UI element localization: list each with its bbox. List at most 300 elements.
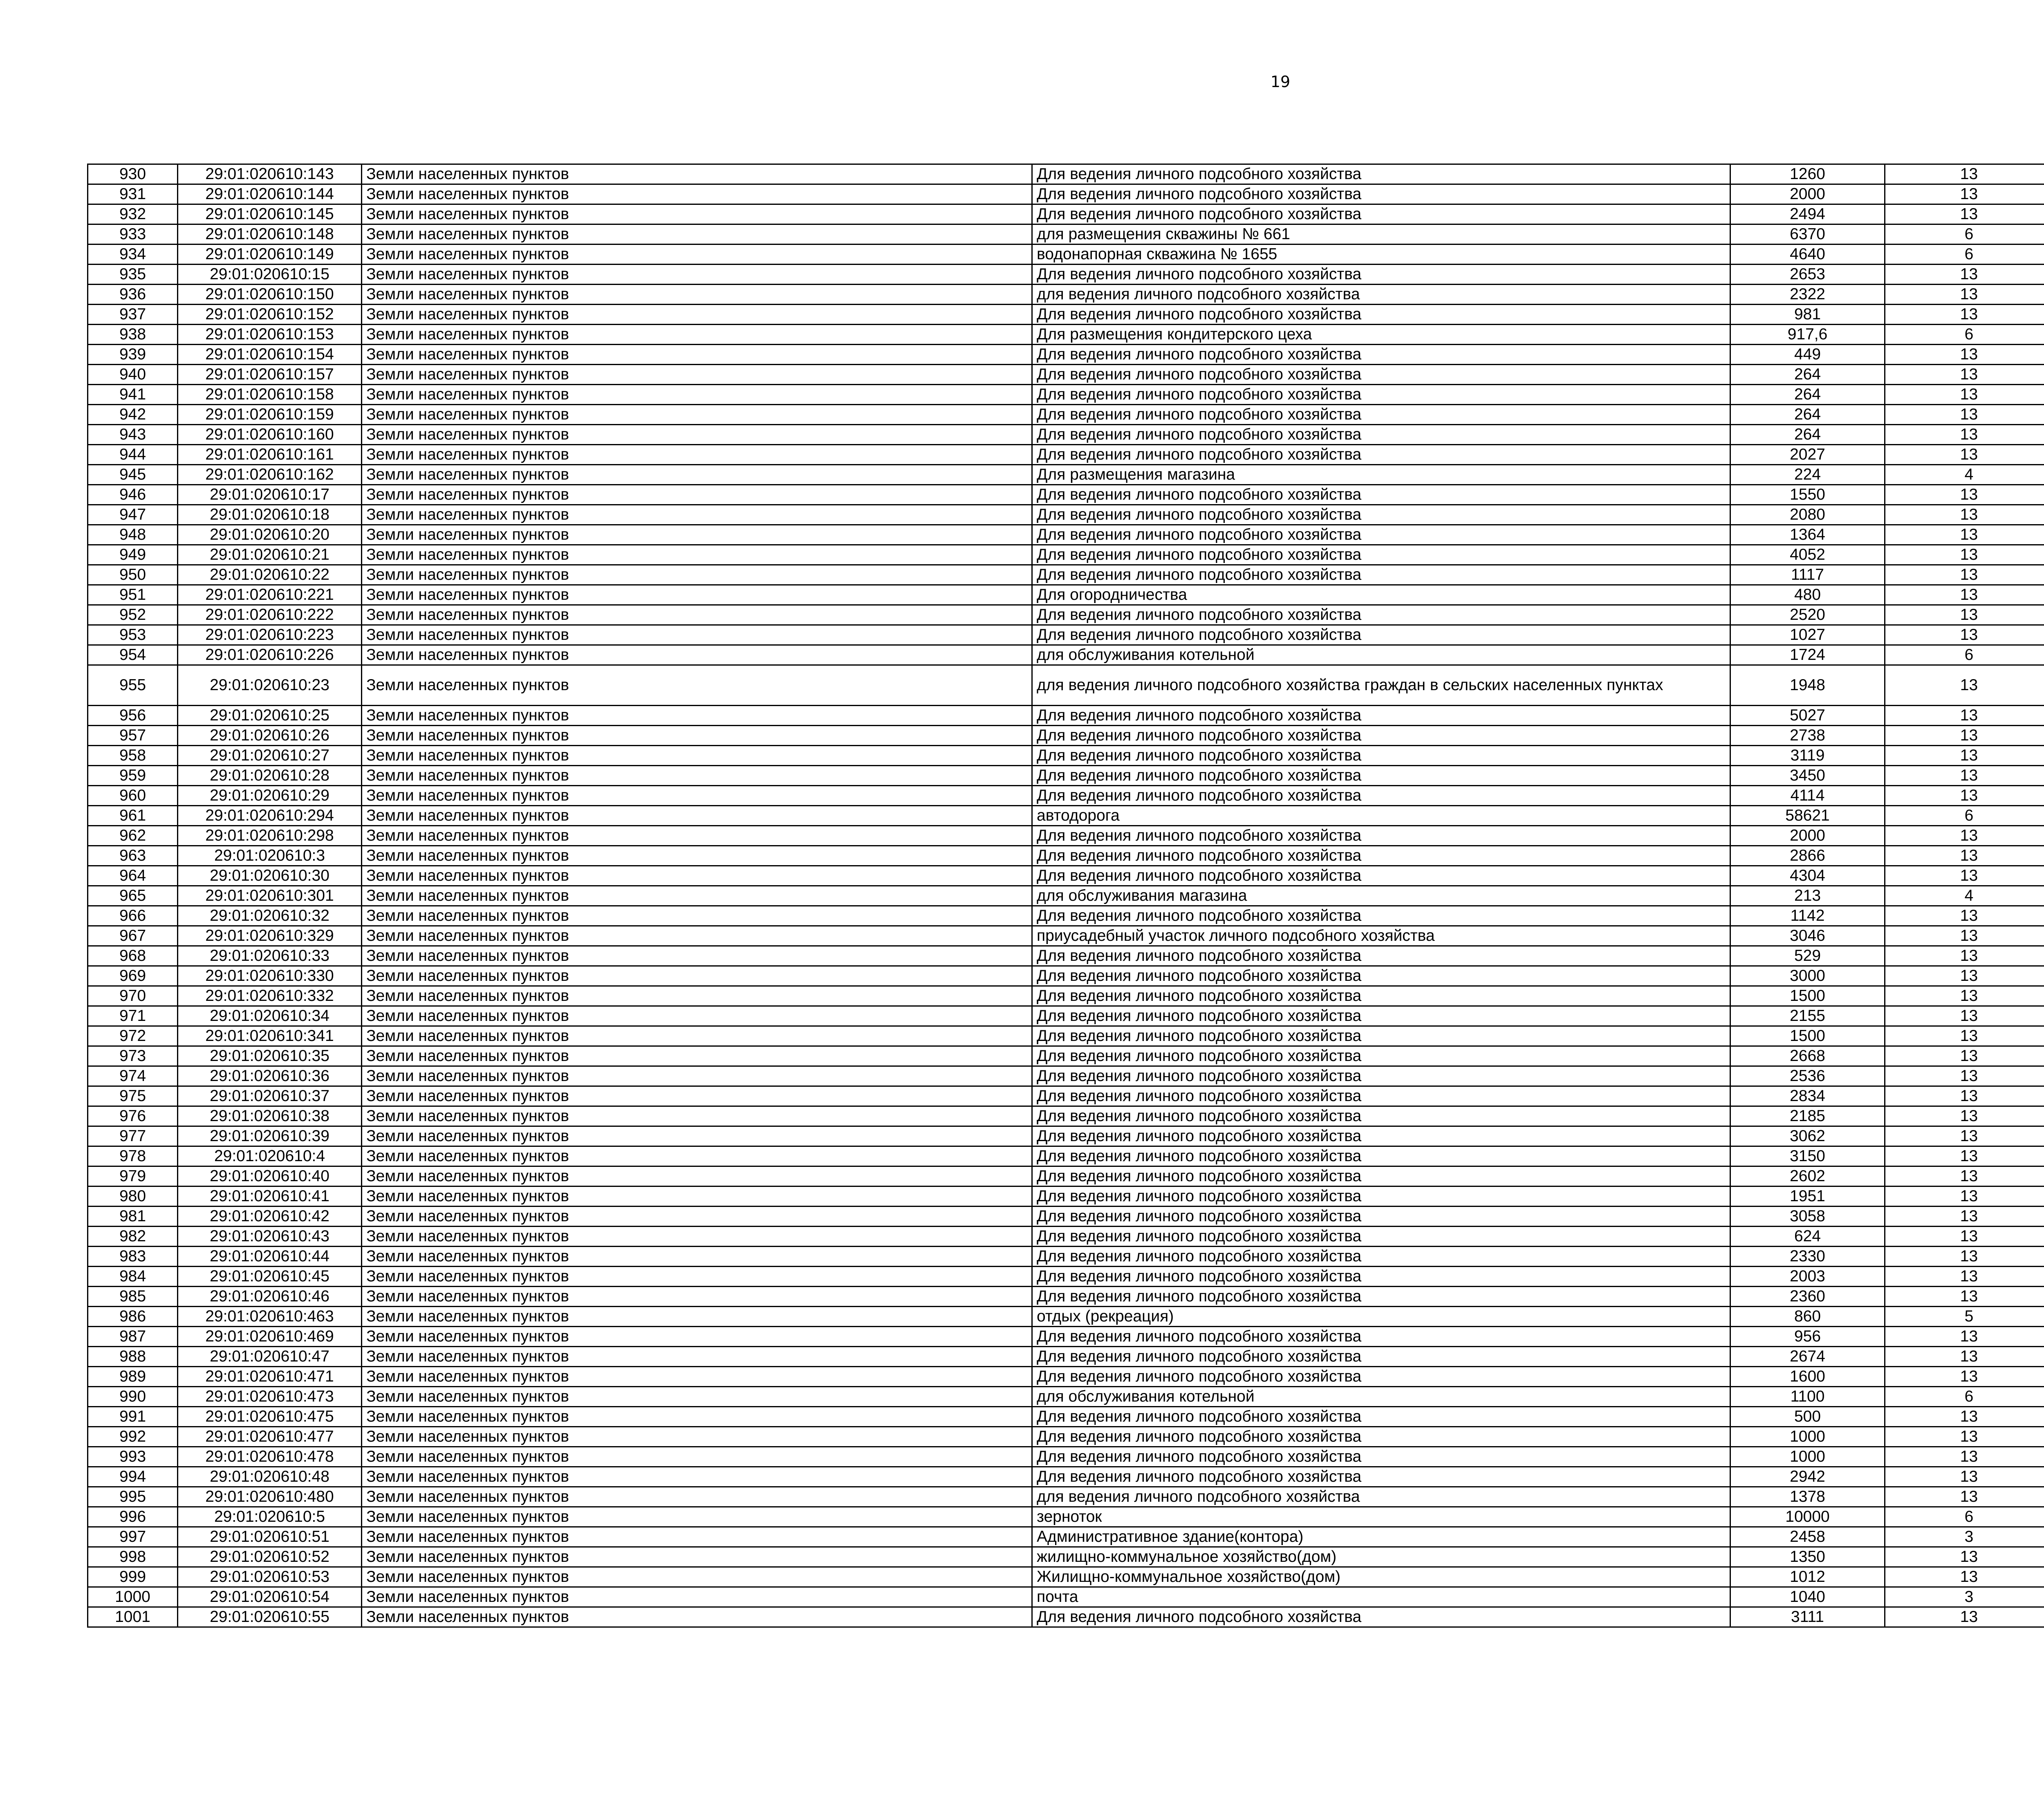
group-cell: 13 [1885, 786, 2044, 806]
cadastral-number-cell: 29:01:020610:154 [178, 345, 362, 365]
area-cell: 2080 [1730, 505, 1885, 525]
cadastral-number-cell: 29:01:020610:480 [178, 1487, 362, 1507]
cadastral-number-cell: 29:01:020610:43 [178, 1227, 362, 1247]
table-row [88, 1547, 2044, 1567]
table-row [88, 305, 2044, 325]
row-number-cell: 968 [88, 946, 178, 966]
cadastral-number-cell: 29:01:020610:143 [178, 164, 362, 184]
group-cell: 13 [1885, 605, 2044, 625]
land-category-cell: Земли населенных пунктов [362, 545, 1032, 565]
table-row [88, 585, 2044, 605]
area-cell: 3450 [1730, 766, 1885, 786]
area-cell: 1040 [1730, 1587, 1885, 1607]
cadastral-number-cell: 29:01:020610:21 [178, 545, 362, 565]
permitted-use-cell: Для ведения личного подсобного хозяйства [1032, 1146, 1730, 1166]
row-number-cell: 1001 [88, 1607, 178, 1627]
cadastral-number-cell: 29:01:020610:18 [178, 505, 362, 525]
table-row [88, 706, 2044, 726]
permitted-use-cell: для ведения личного подсобного хозяйства [1032, 1487, 1730, 1507]
cadastral-number-cell: 29:01:020610:22 [178, 565, 362, 585]
area-cell: 264 [1730, 365, 1885, 385]
group-cell: 13 [1885, 1046, 2044, 1066]
table-row [88, 1487, 2044, 1507]
area-cell: 1951 [1730, 1186, 1885, 1207]
land-category-cell: Земли населенных пунктов [362, 1267, 1032, 1287]
row-number-cell: 981 [88, 1207, 178, 1227]
area-cell: 2360 [1730, 1287, 1885, 1307]
land-category-cell: Земли населенных пунктов [362, 224, 1032, 244]
area-cell: 2322 [1730, 285, 1885, 305]
row-number-cell: 941 [88, 385, 178, 405]
group-cell: 13 [1885, 1567, 2044, 1587]
table-row [88, 1347, 2044, 1367]
table-row [88, 1207, 2044, 1227]
land-category-cell: Земли населенных пунктов [362, 285, 1032, 305]
row-number-cell: 957 [88, 726, 178, 746]
row-number-cell: 949 [88, 545, 178, 565]
area-cell: 2185 [1730, 1106, 1885, 1126]
group-cell: 13 [1885, 1066, 2044, 1086]
table-row [88, 1387, 2044, 1407]
row-number-cell: 945 [88, 465, 178, 485]
group-cell: 13 [1885, 966, 2044, 986]
cadastral-number-cell: 29:01:020610:160 [178, 425, 362, 445]
row-number-cell: 934 [88, 244, 178, 265]
table-row [88, 425, 2044, 445]
cadastral-number-cell: 29:01:020610:226 [178, 645, 362, 665]
group-cell: 13 [1885, 1267, 2044, 1287]
cadastral-number-cell: 29:01:020610:150 [178, 285, 362, 305]
group-cell: 13 [1885, 1146, 2044, 1166]
permitted-use-cell: для обслуживания магазина [1032, 886, 1730, 906]
group-cell: 13 [1885, 545, 2044, 565]
row-number-cell: 951 [88, 585, 178, 605]
area-cell: 1142 [1730, 906, 1885, 926]
cadastral-number-cell: 29:01:020610:37 [178, 1086, 362, 1106]
permitted-use-cell: Для ведения личного подсобного хозяйства [1032, 405, 1730, 425]
area-cell: 1550 [1730, 485, 1885, 505]
group-cell: 13 [1885, 1607, 2044, 1627]
cadastral-number-cell: 29:01:020610:46 [178, 1287, 362, 1307]
permitted-use-cell: Для ведения личного подсобного хозяйства [1032, 1207, 1730, 1227]
row-number-cell: 962 [88, 826, 178, 846]
row-number-cell: 983 [88, 1247, 178, 1267]
cadastral-table [87, 164, 2044, 1628]
cadastral-number-cell: 29:01:020610:475 [178, 1407, 362, 1427]
land-category-cell: Земли населенных пунктов [362, 1547, 1032, 1567]
land-category-cell: Земли населенных пунктов [362, 1467, 1032, 1487]
area-cell: 2494 [1730, 204, 1885, 224]
land-category-cell: Земли населенных пунктов [362, 866, 1032, 886]
cadastral-number-cell: 29:01:020610:35 [178, 1046, 362, 1066]
area-cell: 500 [1730, 1407, 1885, 1427]
area-cell: 1378 [1730, 1487, 1885, 1507]
land-category-cell: Земли населенных пунктов [362, 184, 1032, 204]
table-row [88, 1227, 2044, 1247]
group-cell: 13 [1885, 525, 2044, 545]
row-number-cell: 965 [88, 886, 178, 906]
table-row [88, 485, 2044, 505]
permitted-use-cell: Для ведения личного подсобного хозяйства [1032, 746, 1730, 766]
group-cell: 13 [1885, 1166, 2044, 1186]
permitted-use-cell: приусадебный участок личного подсобного хозяйства [1032, 926, 1730, 946]
cadastral-number-cell: 29:01:020610:29 [178, 786, 362, 806]
area-cell: 224 [1730, 465, 1885, 485]
table-row [88, 766, 2044, 786]
table-row [88, 746, 2044, 766]
land-category-cell: Земли населенных пунктов [362, 1507, 1032, 1527]
table-row [88, 1086, 2044, 1106]
permitted-use-cell: Для ведения личного подсобного хозяйства [1032, 365, 1730, 385]
land-category-cell: Земли населенных пунктов [362, 946, 1032, 966]
row-number-cell: 999 [88, 1567, 178, 1587]
permitted-use-cell: Для размещения магазина [1032, 465, 1730, 485]
table-row [88, 625, 2044, 645]
area-cell: 1948 [1730, 665, 1885, 706]
group-cell: 13 [1885, 385, 2044, 405]
group-cell: 13 [1885, 1227, 2044, 1247]
table-row [88, 244, 2044, 265]
group-cell: 13 [1885, 665, 2044, 706]
permitted-use-cell: Для ведения личного подсобного хозяйства [1032, 1407, 1730, 1427]
area-cell: 2520 [1730, 605, 1885, 625]
table-row [88, 565, 2044, 585]
cadastral-number-cell: 29:01:020610:294 [178, 806, 362, 826]
permitted-use-cell: Для ведения личного подсобного хозяйства [1032, 565, 1730, 585]
row-number-cell: 960 [88, 786, 178, 806]
permitted-use-cell: Для ведения личного подсобного хозяйства [1032, 625, 1730, 645]
land-category-cell: Земли населенных пунктов [362, 425, 1032, 445]
cadastral-number-cell: 29:01:020610:32 [178, 906, 362, 926]
table-row [88, 665, 2044, 706]
permitted-use-cell: Для ведения личного подсобного хозяйства [1032, 706, 1730, 726]
permitted-use-cell: Для ведения личного подсобного хозяйства [1032, 1247, 1730, 1267]
group-cell: 13 [1885, 1427, 2044, 1447]
group-cell: 13 [1885, 204, 2044, 224]
area-cell: 1012 [1730, 1567, 1885, 1587]
table-row [88, 365, 2044, 385]
area-cell: 1724 [1730, 645, 1885, 665]
row-number-cell: 961 [88, 806, 178, 826]
permitted-use-cell: Для огородничества [1032, 585, 1730, 605]
land-category-cell: Земли населенных пунктов [362, 1407, 1032, 1427]
row-number-cell: 964 [88, 866, 178, 886]
row-number-cell: 955 [88, 665, 178, 706]
land-category-cell: Земли населенных пунктов [362, 605, 1032, 625]
row-number-cell: 947 [88, 505, 178, 525]
area-cell: 1600 [1730, 1367, 1885, 1387]
cadastral-number-cell: 29:01:020610:145 [178, 204, 362, 224]
area-cell: 3150 [1730, 1146, 1885, 1166]
land-category-cell: Земли населенных пунктов [362, 1207, 1032, 1227]
land-category-cell: Земли населенных пунктов [362, 1086, 1032, 1106]
land-category-cell: Земли населенных пунктов [362, 665, 1032, 706]
table-row [88, 1507, 2044, 1527]
table-row [88, 846, 2044, 866]
row-number-cell: 966 [88, 906, 178, 926]
table-row [88, 1587, 2044, 1607]
cadastral-number-cell: 29:01:020610:463 [178, 1307, 362, 1327]
cadastral-number-cell: 29:01:020610:301 [178, 886, 362, 906]
table-row [88, 645, 2044, 665]
page-number: 19 [1270, 73, 1291, 91]
row-number-cell: 998 [88, 1547, 178, 1567]
cadastral-number-cell: 29:01:020610:55 [178, 1607, 362, 1627]
table-row [88, 1046, 2044, 1066]
row-number-cell: 982 [88, 1227, 178, 1247]
group-cell: 13 [1885, 445, 2044, 465]
row-number-cell: 975 [88, 1086, 178, 1106]
group-cell: 13 [1885, 1467, 2044, 1487]
land-category-cell: Земли населенных пунктов [362, 706, 1032, 726]
row-number-cell: 976 [88, 1106, 178, 1126]
area-cell: 264 [1730, 385, 1885, 405]
area-cell: 917,6 [1730, 325, 1885, 345]
row-number-cell: 952 [88, 605, 178, 625]
permitted-use-cell: Для ведения личного подсобного хозяйства [1032, 184, 1730, 204]
permitted-use-cell: автодорога [1032, 806, 1730, 826]
row-number-cell: 973 [88, 1046, 178, 1066]
table-row [88, 1006, 2044, 1026]
area-cell: 5027 [1730, 706, 1885, 726]
table-row [88, 786, 2044, 806]
permitted-use-cell: Для ведения личного подсобного хозяйства [1032, 605, 1730, 625]
group-cell: 13 [1885, 766, 2044, 786]
group-cell: 13 [1885, 1207, 2044, 1227]
permitted-use-cell: для ведения личного подсобного хозяйства граждан в сельских населенных пунктах [1032, 665, 1730, 706]
permitted-use-cell: Для ведения личного подсобного хозяйства [1032, 1186, 1730, 1207]
table-row [88, 806, 2044, 826]
group-cell: 13 [1885, 485, 2044, 505]
cadastral-number-cell: 29:01:020610:4 [178, 1146, 362, 1166]
cadastral-number-cell: 29:01:020610:473 [178, 1387, 362, 1407]
cadastral-number-cell: 29:01:020610:5 [178, 1507, 362, 1527]
cadastral-number-cell: 29:01:020610:469 [178, 1327, 362, 1347]
group-cell: 13 [1885, 1186, 2044, 1207]
land-category-cell: Земли населенных пунктов [362, 746, 1032, 766]
table-row [88, 465, 2044, 485]
group-cell: 13 [1885, 345, 2044, 365]
table-row [88, 1026, 2044, 1046]
permitted-use-cell: Для ведения личного подсобного хозяйства [1032, 425, 1730, 445]
permitted-use-cell: Для ведения личного подсобного хозяйства [1032, 1006, 1730, 1026]
group-cell: 13 [1885, 1247, 2044, 1267]
area-cell: 1117 [1730, 565, 1885, 585]
land-category-cell: Земли населенных пунктов [362, 906, 1032, 926]
area-cell: 1350 [1730, 1547, 1885, 1567]
land-category-cell: Земли населенных пунктов [362, 1487, 1032, 1507]
group-cell: 13 [1885, 826, 2044, 846]
permitted-use-cell: Для ведения личного подсобного хозяйства [1032, 345, 1730, 365]
group-cell: 13 [1885, 265, 2044, 285]
permitted-use-cell: Для ведения личного подсобного хозяйства [1032, 505, 1730, 525]
table-row [88, 1066, 2044, 1086]
cadastral-number-cell: 29:01:020610:477 [178, 1427, 362, 1447]
permitted-use-cell: Для ведения личного подсобного хозяйства [1032, 866, 1730, 886]
row-number-cell: 985 [88, 1287, 178, 1307]
land-category-cell: Земли населенных пунктов [362, 766, 1032, 786]
area-cell: 3119 [1730, 746, 1885, 766]
area-cell: 3062 [1730, 1126, 1885, 1146]
land-category-cell: Земли населенных пунктов [362, 505, 1032, 525]
land-category-cell: Земли населенных пунктов [362, 786, 1032, 806]
cadastral-number-cell: 29:01:020610:153 [178, 325, 362, 345]
permitted-use-cell: Для ведения личного подсобного хозяйства [1032, 445, 1730, 465]
area-cell: 2000 [1730, 826, 1885, 846]
group-cell: 6 [1885, 244, 2044, 265]
permitted-use-cell: Для ведения личного подсобного хозяйства [1032, 1106, 1730, 1126]
cadastral-number-cell: 29:01:020610:341 [178, 1026, 362, 1046]
area-cell: 624 [1730, 1227, 1885, 1247]
group-cell: 6 [1885, 1387, 2044, 1407]
permitted-use-cell: Для ведения личного подсобного хозяйства [1032, 906, 1730, 926]
table-row [88, 184, 2044, 204]
row-number-cell: 944 [88, 445, 178, 465]
row-number-cell: 932 [88, 204, 178, 224]
row-number-cell: 972 [88, 1026, 178, 1046]
permitted-use-cell: зерноток [1032, 1507, 1730, 1527]
area-cell: 1500 [1730, 1026, 1885, 1046]
group-cell: 13 [1885, 1407, 2044, 1427]
table-row [88, 385, 2044, 405]
table-row [88, 826, 2044, 846]
land-category-cell: Земли населенных пунктов [362, 244, 1032, 265]
land-category-cell: Земли населенных пунктов [362, 726, 1032, 746]
table-row [88, 1607, 2044, 1627]
permitted-use-cell: для ведения личного подсобного хозяйства [1032, 285, 1730, 305]
row-number-cell: 997 [88, 1527, 178, 1547]
permitted-use-cell: Для ведения личного подсобного хозяйства [1032, 846, 1730, 866]
table-row [88, 1407, 2044, 1427]
cadastral-number-cell: 29:01:020610:23 [178, 665, 362, 706]
table-body [88, 164, 2044, 1627]
cadastral-number-cell: 29:01:020610:39 [178, 1126, 362, 1146]
area-cell: 1100 [1730, 1387, 1885, 1407]
land-category-cell: Земли населенных пунктов [362, 1527, 1032, 1547]
group-cell: 13 [1885, 1447, 2044, 1467]
permitted-use-cell: Для ведения личного подсобного хозяйства [1032, 1427, 1730, 1447]
group-cell: 13 [1885, 164, 2044, 184]
cadastral-number-cell: 29:01:020610:34 [178, 1006, 362, 1026]
cadastral-number-cell: 29:01:020610:149 [178, 244, 362, 265]
row-number-cell: 937 [88, 305, 178, 325]
land-category-cell: Земли населенных пунктов [362, 1567, 1032, 1587]
group-cell: 6 [1885, 806, 2044, 826]
land-category-cell: Земли населенных пунктов [362, 1607, 1032, 1627]
permitted-use-cell: Для ведения личного подсобного хозяйства [1032, 1287, 1730, 1307]
group-cell: 13 [1885, 946, 2044, 966]
land-category-cell: Земли населенных пунктов [362, 465, 1032, 485]
row-number-cell: 956 [88, 706, 178, 726]
area-cell: 10000 [1730, 1507, 1885, 1527]
group-cell: 3 [1885, 1587, 2044, 1607]
cadastral-number-cell: 29:01:020610:329 [178, 926, 362, 946]
table-row [88, 1106, 2044, 1126]
land-category-cell: Земли населенных пунктов [362, 846, 1032, 866]
row-number-cell: 963 [88, 846, 178, 866]
row-number-cell: 939 [88, 345, 178, 365]
permitted-use-cell: Для размещения кондитерского цеха [1032, 325, 1730, 345]
group-cell: 13 [1885, 1086, 2044, 1106]
cadastral-number-cell: 29:01:020610:161 [178, 445, 362, 465]
row-number-cell: 974 [88, 1066, 178, 1086]
area-cell: 2602 [1730, 1166, 1885, 1186]
group-cell: 13 [1885, 1026, 2044, 1046]
permitted-use-cell: Для ведения личного подсобного хозяйства [1032, 1066, 1730, 1086]
row-number-cell: 993 [88, 1447, 178, 1467]
area-cell: 2000 [1730, 184, 1885, 204]
land-category-cell: Земли населенных пунктов [362, 806, 1032, 826]
permitted-use-cell: Для ведения личного подсобного хозяйства [1032, 1046, 1730, 1066]
row-number-cell: 977 [88, 1126, 178, 1146]
table-row [88, 906, 2044, 926]
cadastral-number-cell: 29:01:020610:20 [178, 525, 362, 545]
group-cell: 13 [1885, 505, 2044, 525]
cadastral-number-cell: 29:01:020610:41 [178, 1186, 362, 1207]
area-cell: 2738 [1730, 726, 1885, 746]
permitted-use-cell: Для ведения личного подсобного хозяйства [1032, 1327, 1730, 1347]
table-row [88, 1247, 2044, 1267]
table-row [88, 605, 2044, 625]
cadastral-number-cell: 29:01:020610:17 [178, 485, 362, 505]
row-number-cell: 931 [88, 184, 178, 204]
area-cell: 264 [1730, 405, 1885, 425]
area-cell: 529 [1730, 946, 1885, 966]
cadastral-number-cell: 29:01:020610:40 [178, 1166, 362, 1186]
area-cell: 2942 [1730, 1467, 1885, 1487]
permitted-use-cell: Для ведения личного подсобного хозяйства [1032, 1227, 1730, 1247]
cadastral-number-cell: 29:01:020610:298 [178, 826, 362, 846]
land-category-cell: Земли населенных пунктов [362, 385, 1032, 405]
permitted-use-cell: для обслуживания котельной [1032, 645, 1730, 665]
land-category-cell: Земли населенных пунктов [362, 926, 1032, 946]
permitted-use-cell: Для ведения личного подсобного хозяйства [1032, 164, 1730, 184]
group-cell: 6 [1885, 224, 2044, 244]
group-cell: 4 [1885, 465, 2044, 485]
land-category-cell: Земли населенных пунктов [362, 1387, 1032, 1407]
area-cell: 2653 [1730, 265, 1885, 285]
permitted-use-cell: Для ведения личного подсобного хозяйства [1032, 385, 1730, 405]
permitted-use-cell: Для ведения личного подсобного хозяйства [1032, 1467, 1730, 1487]
cadastral-number-cell: 29:01:020610:148 [178, 224, 362, 244]
group-cell: 13 [1885, 706, 2044, 726]
table-row [88, 946, 2044, 966]
cadastral-number-cell: 29:01:020610:332 [178, 986, 362, 1006]
table-row [88, 1186, 2044, 1207]
land-category-cell: Земли населенных пунктов [362, 525, 1032, 545]
permitted-use-cell: Для ведения личного подсобного хозяйства [1032, 1447, 1730, 1467]
table-row [88, 204, 2044, 224]
area-cell: 1027 [1730, 625, 1885, 645]
group-cell: 6 [1885, 645, 2044, 665]
group-cell: 13 [1885, 184, 2044, 204]
table-row [88, 285, 2044, 305]
area-cell: 264 [1730, 425, 1885, 445]
table-row [88, 164, 2044, 184]
permitted-use-cell: Для ведения личного подсобного хозяйства [1032, 265, 1730, 285]
cadastral-number-cell: 29:01:020610:42 [178, 1207, 362, 1227]
row-number-cell: 991 [88, 1407, 178, 1427]
cadastral-number-cell: 29:01:020610:45 [178, 1267, 362, 1287]
land-category-cell: Земли населенных пунктов [362, 345, 1032, 365]
land-category-cell: Земли населенных пунктов [362, 585, 1032, 605]
land-category-cell: Земли населенных пунктов [362, 1126, 1032, 1146]
permitted-use-cell: Для ведения личного подсобного хозяйства [1032, 1347, 1730, 1367]
row-number-cell: 943 [88, 425, 178, 445]
land-category-cell: Земли населенных пунктов [362, 1287, 1032, 1307]
area-cell: 2330 [1730, 1247, 1885, 1267]
row-number-cell: 940 [88, 365, 178, 385]
